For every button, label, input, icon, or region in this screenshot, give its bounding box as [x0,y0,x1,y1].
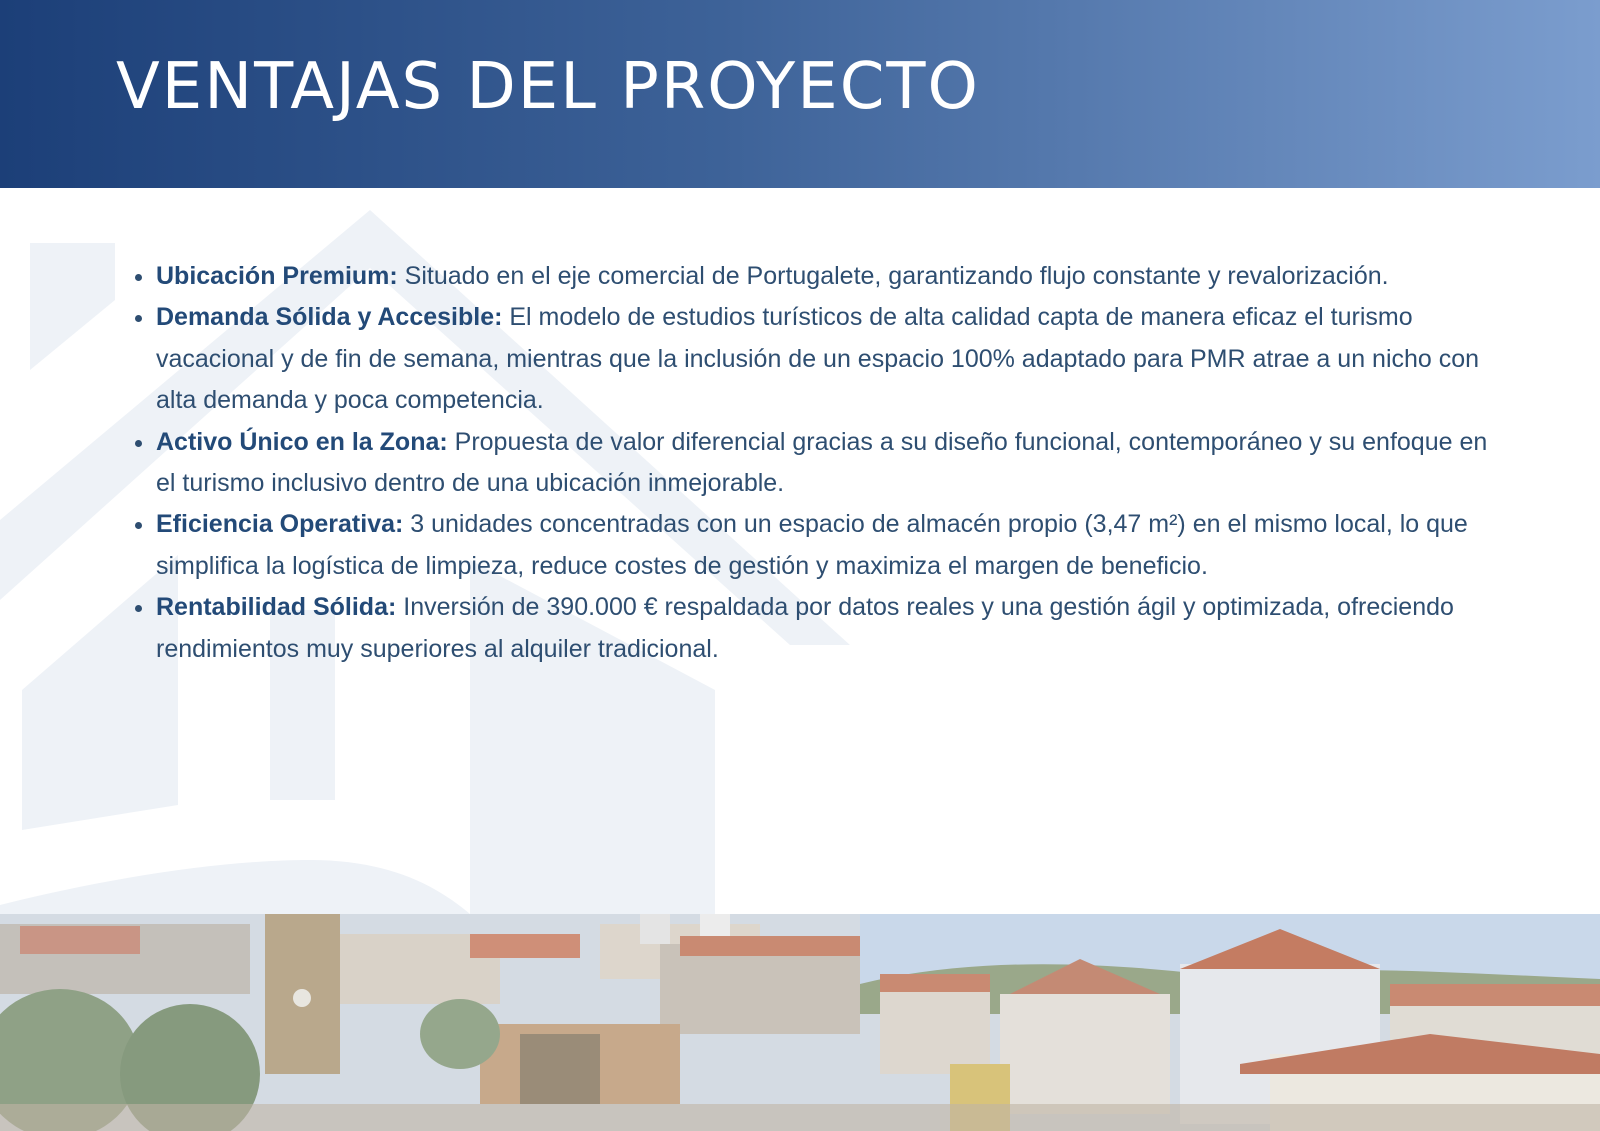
advantage-text: Situado en el eje comercial de Portugalete, garantizando flujo constante y revalorización. [397,262,1389,290]
advantage-text: 3 unidades concentradas con un espacio de almacén propio (3,47 m²) en el mismo local, lo que simplifica la logística de limpieza, reduce costes de gestión y maximiza el margen de beneficio. [156,510,1468,580]
advantage-term: Activo Único en la Zona: [156,427,448,456]
town-photo [0,914,1600,1131]
page-title: VENTAJAS DEL PROYECTO [116,50,980,124]
advantage-term: Demanda Sólida y Accesible: [156,303,503,332]
advantage-item [156,256,1506,297]
advantages-list [128,256,1506,670]
advantage-item [156,297,1506,421]
advantage-item [156,504,1506,587]
header-banner [0,0,1600,188]
advantage-term: Ubicación Premium: [156,262,398,290]
advantage-term: Eficiencia Operativa: [156,510,404,539]
advantage-text: El modelo de estudios turísticos de alta calidad capta de manera eficaz el turismo vacacional y de fin de semana, mientras que la inclusión de un espacio 100% adaptado para PMR atrae a un nicho con alta demanda y poca competencia. [156,303,1480,415]
advantage-item [156,422,1506,505]
advantage-text: Inversión de 390.000 € respaldada por datos reales y una gestión ágil y optimizada, ofreciendo rendimientos muy superiores al alquiler tradicional. [156,593,1454,663]
advantage-term: Rentabilidad Sólida: [156,593,397,622]
advantage-text: Propuesta de valor diferencial gracias a su diseño funcional, contemporáneo y su enfoque en el turismo inclusivo dentro de una ubicación inmejorable. [156,427,1488,498]
advantage-item [156,587,1506,670]
